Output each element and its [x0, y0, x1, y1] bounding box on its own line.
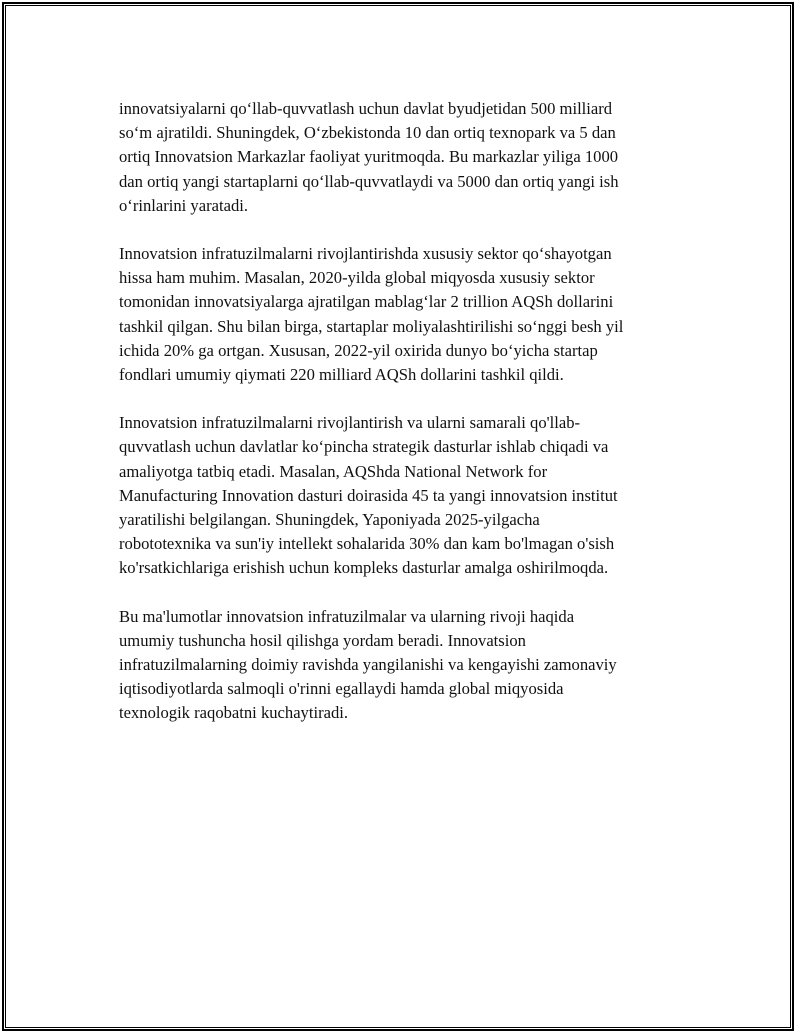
- text-line: Innovatsion infratuzilmalarni rivojlantirishda xususiy sektor qo‘shayotgan: [119, 244, 612, 264]
- text-line: so‘m ajratildi. Shuningdek, O‘zbekistonda 10 dan ortiq texnopark va 5 dan: [119, 123, 616, 143]
- text-line: Bu ma'lumotlar innovatsion infratuzilmalar va ularning rivoji haqida: [119, 606, 575, 626]
- text-line: innovatsiyalarni qo‘llab-quvvatlash uchun davlat byudjetidan 500 milliard: [119, 99, 613, 118]
- text-line: texnologik raqobatni kuchaytiradi.: [119, 703, 349, 723]
- paragraph-1: [119, 97, 709, 218]
- text-line: o‘rinlarini yaratadi.: [119, 195, 249, 215]
- text-line: tashkil qilgan. Shu bilan birga, startaplar moliyalashtirilishi so‘nggi besh yil: [119, 316, 624, 336]
- text-line: umumiy tushuncha hosil qilishga yordam beradi. Innovatsion: [119, 630, 526, 650]
- paragraph-3: [119, 411, 709, 580]
- text-line: robototexnika va sun'iy intellekt sohalarida 30% dan kam bo'lmagan o'sish: [119, 534, 615, 554]
- document-body: [119, 97, 709, 750]
- text-line: Innovatsion infratuzilmalarni rivojlantirish va ularni samarali qo'llab-: [119, 413, 581, 433]
- text-line: yaratilishi belgilangan. Shuningdek, Yaponiyada 2025-yilgacha: [119, 510, 540, 530]
- paragraph-2: [119, 242, 709, 387]
- paragraph-4: [119, 605, 709, 726]
- text-line: hissa ham muhim. Masalan, 2020-yilda global miqyosda xususiy sektor: [119, 268, 595, 288]
- text-line: Manufacturing Innovation dasturi doirasida 45 ta yangi innovatsion institut: [119, 485, 618, 505]
- document-page: [2, 2, 794, 1031]
- text-line: dan ortiq yangi startaplarni qo‘llab-quvvatlaydi va 5000 dan ortiq yangi ish: [119, 171, 619, 191]
- text-line: ko'rsatkichlariga erishish uchun kompleks dasturlar amalga oshirilmoqda.: [119, 558, 609, 578]
- text-line: ichida 20% ga ortgan. Xususan, 2022-yil oxirida dunyo bo‘yicha startap: [119, 340, 598, 360]
- text-line: ortiq Innovatsion Markazlar faoliyat yuritmoqda. Bu markazlar yiliga 1000: [119, 147, 619, 167]
- text-line: tomonidan innovatsiyalarga ajratilgan mablag‘lar 2 trillion AQSh dollarini: [119, 292, 614, 312]
- text-line: quvvatlash uchun davlatlar ko‘pincha strategik dasturlar ishlab chiqadi va: [119, 437, 609, 457]
- text-line: amaliyotga tatbiq etadi. Masalan, AQShda National Network for: [119, 461, 548, 481]
- text-line: infratuzilmalarning doimiy ravishda yangilanishi va kengayishi zamonaviy: [119, 655, 617, 675]
- text-line: iqtisodiyotlarda salmoqli o'rinni egallaydi hamda global miqyosida: [119, 679, 564, 699]
- text-line: fondlari umumiy qiymati 220 milliard AQSh dollarini tashkil qildi.: [119, 365, 564, 385]
